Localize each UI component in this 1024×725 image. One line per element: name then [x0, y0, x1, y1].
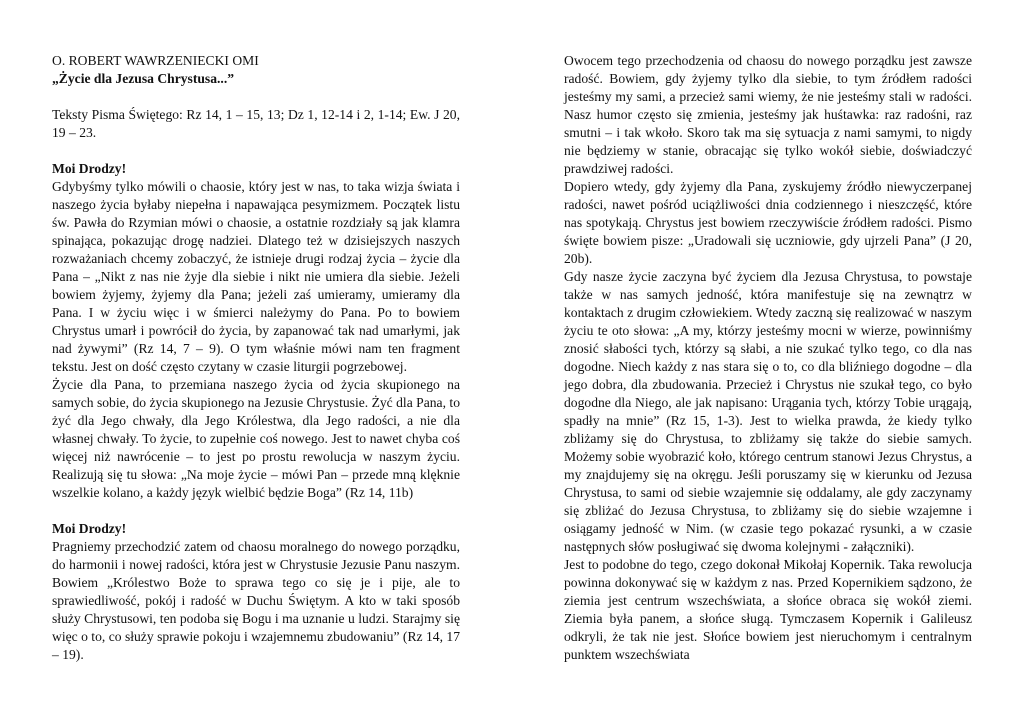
author-line: O. ROBERT WAWRZENIECKI OMI [52, 53, 259, 68]
paragraph: Życie dla Pana, to przemiana naszego życia od życia skupionego na samych sobie, do życia skupionego na Jezusie Chrystusie. Żyć dla Pana, to żyć dla Jego chwały, dla Jego Królestwa, dla Jego radości, a nie dla własnej chwały. To życie, to zupełnie coś nowego. Jest to nawet chyba coś więcej niż nawrócenie – to jest po prostu rewolucja w naszym życiu. Realizują się tu słowa: „Na moje życie – mówi Pan – przede mną klęknie wszelkie kolano, a każdy język wielbić będzie Boga” (Rz 14, 11b) [52, 377, 460, 500]
paragraph: Gdybyśmy tylko mówili o chaosie, który jest w nas, to taka wizja świata i naszego życia byłaby niepełna i napawająca pesymizmem. Początek listu św. Pawła do Rzymian mówi o chaosie, a ostatnie rozdziały są jak klamra spinająca, pokazując drogę nadziei. Dlatego też w dzisiejszych naszych rozważaniach chcemy zobaczyć, że istnieje drugi rodzaj życia – życie dla Pana – „Nikt z nas nie żyje dla siebie i nikt nie umiera dla siebie. Jeżeli bowiem żyjemy, żyjemy dla Pana; jeżeli zaś umieramy, umieramy dla Pana. I w życiu więc i w śmierci należymy do Pana. Po to bowiem Chrystus umarł i powrócił do życia, by zapanować tak nad umarłymi, jak nad żywymi” (Rz 14, 7 – 9). O tym właśnie mówi nam ten fragment tekstu. Jest on dość często czytany w czasie liturgii pogrzebowej. [52, 179, 460, 374]
greeting-heading: Moi Drodzy! [52, 161, 127, 176]
document-title: „Życie dla Jezusa Chrystusa...” [52, 71, 235, 86]
paragraph: Owocem tego przechodzenia od chaosu do nowego porządku jest zawsze radość. Bowiem, gdy żyjemy tylko dla siebie, to tym źródłem radości jesteśmy my sami, a przecież sami wiemy, że nie jesteśmy stali w radości. Nasz humor często się zmienia, jesteśmy jak huśtawka: raz radośni, raz smutni – i tak wkoło. Skoro tak ma się sytuacja z nami samymi, to nigdy nie będziemy w stanie, obracając się tylko wokół siebie, doświadczyć prawdziwej radości. [564, 53, 972, 176]
paragraph: Pragniemy przechodzić zatem od chaosu moralnego do nowego porządku, do harmonii i nowej radości, która jest w Chrystusie Jezusie Panu naszym. Bowiem „Królestwo Boże to sprawa tego co się je i pije, ale to sprawiedliwość, pokój i radość w Duchu Świętym. A kto w taki sposób służy Chrystusowi, ten podoba się Bogu i ma uznanie u ludzi. Starajmy się więc o to, co służy sprawie pokoju i wzajemnemu zbudowaniu” (Rz 14, 17 – 19). [52, 539, 460, 662]
greeting-heading: Moi Drodzy! [52, 521, 127, 536]
spacer [52, 142, 460, 160]
paragraph: Jest to podobne do tego, czego dokonał Mikołaj Kopernik. Taka rewolucja powinna dokonywać się w każdym z nas. Przed Kopernikiem sądzono, że ziemia jest centrum wszechświata, a słońce obraca się wokół ziemi. Ziemia była panem, a słońce sługą. Tymczasem Kopernik i Galileusz odkryli, że tak nie jest. Słońce bowiem jest nieruchomym i centralnym punktem wszechświata [564, 557, 972, 662]
spacer [52, 88, 460, 106]
spacer [52, 502, 460, 520]
left-column [52, 52, 460, 664]
scripture-readings: Teksty Pisma Świętego: Rz 14, 1 – 15, 13; Dz 1, 12-14 i 2, 1-14; Ew. J 20, 19 – 23. [52, 107, 460, 140]
paragraph: Dopiero wtedy, gdy żyjemy dla Pana, zyskujemy źródło niewyczerpanej radości, nawet pośród uciążliwości dnia codziennego i nieszczęść, które nas spotykają. Chrystus jest bowiem rzeczywiście źródłem radości. Pismo święte bowiem pisze: „Uradowali się uczniowie, gdy ujrzeli Pana” (J 20, 20b). [564, 179, 972, 266]
right-column [564, 52, 972, 664]
paragraph: Gdy nasze życie zaczyna być życiem dla Jezusa Chrystusa, to powstaje także w nas samych jedność, która manifestuje się na zewnątrz w kontaktach z drugim człowiekiem. Wtedy zaczną się realizować w naszym życiu te oto słowa: „A my, którzy jesteśmy mocni w wierze, powinniśmy znosić słabości tych, którzy są słabi, a nie szukać tylko tego, co dla nas dogodne. Niech każdy z nas stara się o to, co dla bliźniego dogodne – dla jego dobra, dla zbudowania. Przecież i Chrystus nie szukał tego, co było dogodne dla Niego, ale jak napisano: Urągania tych, którzy Tobie urągają, spadły na mnie” (Rz 15, 1-3). Jest to wielka prawda, że kiedy tylko zbliżamy się do Chrystusa, to zbliżamy się także do siebie samych. Możemy sobie wyobrazić koło, którego centrum stanowi Jezus Chrystus, a my znajdujemy się na okręgu. Jeśli poruszamy się w kierunku od Jezusa Chrystusa, to sami od siebie wzajemnie się oddalamy, ale gdy zaczynamy się zbliżać do Jezusa Chrystusa, to zbliżamy się do siebie wzajemne i osiągamy jedność w Nim. (w czasie tego pokazać rysunki, a w czasie następnych słów posługiwać się dwoma kolejnymi - załączniki). [564, 269, 972, 554]
